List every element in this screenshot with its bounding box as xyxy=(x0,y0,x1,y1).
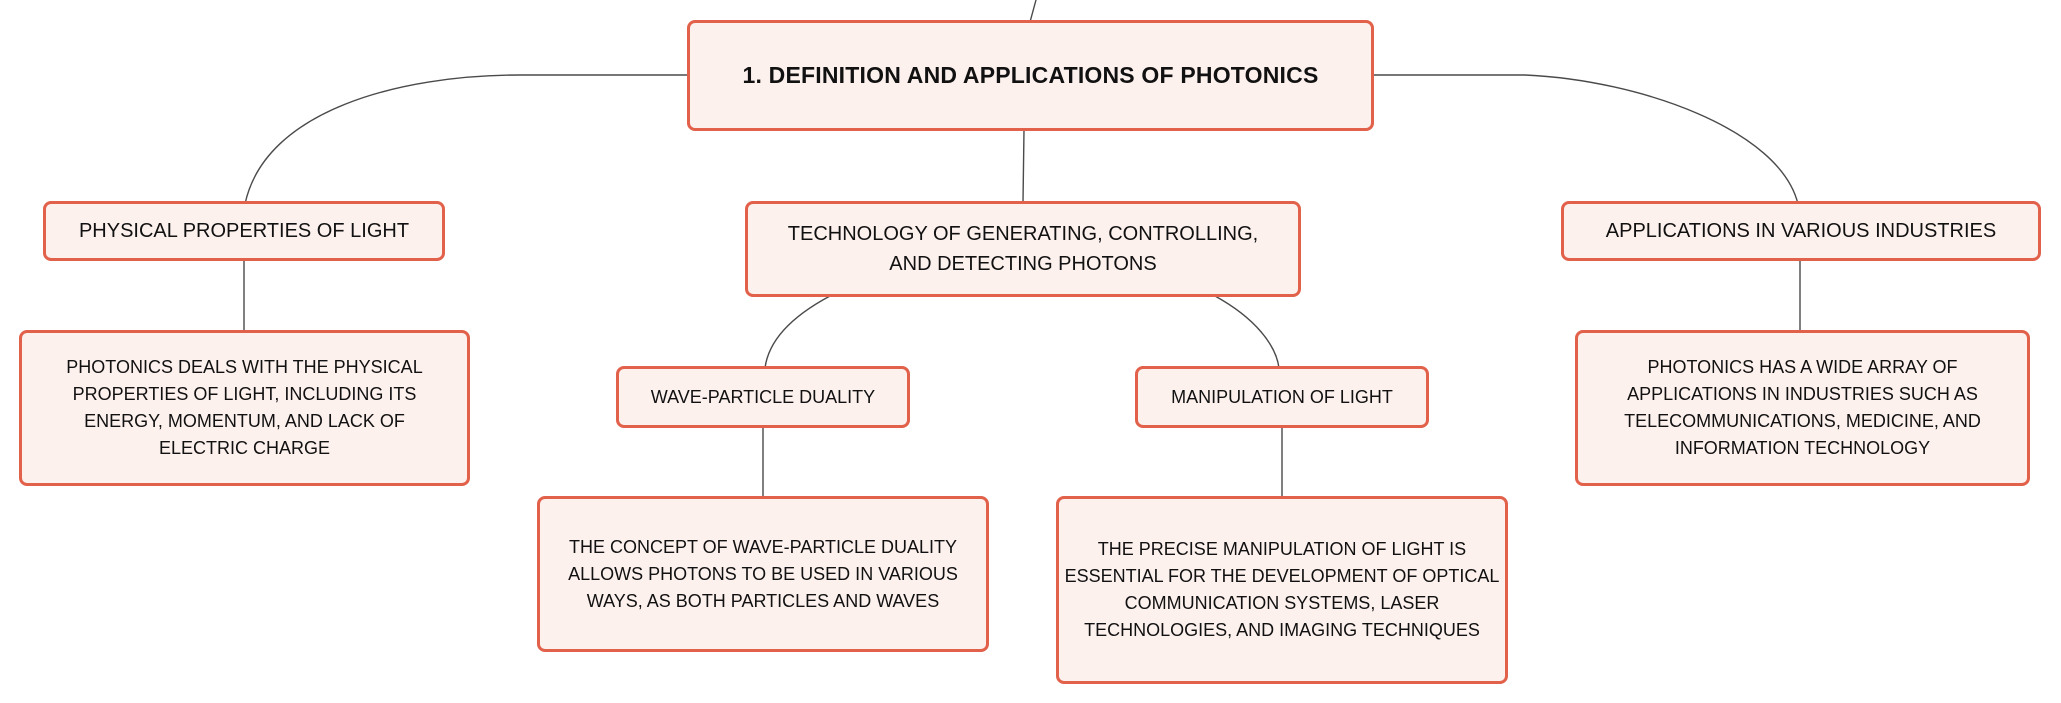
detail-node-wave-particle-duality[interactable] xyxy=(537,496,989,652)
connector-technology-to-wave-particle xyxy=(765,296,830,368)
topic-node-applications[interactable] xyxy=(1561,201,2041,261)
detail-node-applications[interactable] xyxy=(1575,330,2030,486)
detail-text-wave-particle-duality: THE CONCEPT OF WAVE-PARTICLE DUALITY ALLOWS PHOTONS TO BE USED IN VARIOUS WAYS, AS BOTH PARTICLES AND WAVES xyxy=(568,536,958,611)
root-topic-node[interactable] xyxy=(687,20,1374,131)
subtopic-node-manipulation-of-light[interactable] xyxy=(1135,366,1429,428)
subtopic-node-wave-particle-duality[interactable] xyxy=(616,366,910,428)
connector-root-to-technology xyxy=(1023,130,1024,202)
topic-node-technology[interactable] xyxy=(745,201,1301,297)
detail-text-applications: PHOTONICS HAS A WIDE ARRAY OF APPLICATIONS IN INDUSTRIES SUCH AS TELECOMMUNICATIONS, MEDICINE, AND INFORMATION TECHNOLOGY xyxy=(1624,357,1981,458)
root-topic-label: 1. DEFINITION AND APPLICATIONS OF PHOTONICS xyxy=(742,62,1319,88)
detail-node-manipulation-of-light[interactable] xyxy=(1056,496,1508,684)
detail-text-manipulation-of-light: THE PRECISE MANIPULATION OF LIGHT IS ESSENTIAL FOR THE DEVELOPMENT OF OPTICAL COMMUNICATION SYSTEMS, LASER TECHNOLOGIES, AND IMAGING TECHNIQUES xyxy=(1064,539,1500,640)
connector-root-to-physical-properties xyxy=(245,75,688,204)
subtopic-label-wave-particle-duality: WAVE-PARTICLE DUALITY xyxy=(650,386,876,407)
detail-text-physical-properties: PHOTONICS DEALS WITH THE PHYSICAL PROPERTIES OF LIGHT, INCLUDING ITS ENERGY, MOMENTUM, AND LACK OF ELECTRIC CHARGE xyxy=(66,357,423,458)
topic-node-physical-properties[interactable] xyxy=(43,201,445,261)
subtopic-label-manipulation-of-light: MANIPULATION OF LIGHT xyxy=(1171,386,1393,407)
detail-node-physical-properties[interactable] xyxy=(19,330,470,486)
topic-label-applications: APPLICATIONS IN VARIOUS INDUSTRIES xyxy=(1605,220,1997,242)
topic-label-physical-properties: PHYSICAL PROPERTIES OF LIGHT xyxy=(78,220,410,242)
connector-parent-to-root xyxy=(1030,0,1036,22)
connector-technology-to-manipulation xyxy=(1215,296,1279,368)
connector-root-to-applications xyxy=(1373,75,1798,204)
topic-label-technology: TECHNOLOGY OF GENERATING, CONTROLLING, AND DETECTING PHOTONS xyxy=(787,223,1259,275)
